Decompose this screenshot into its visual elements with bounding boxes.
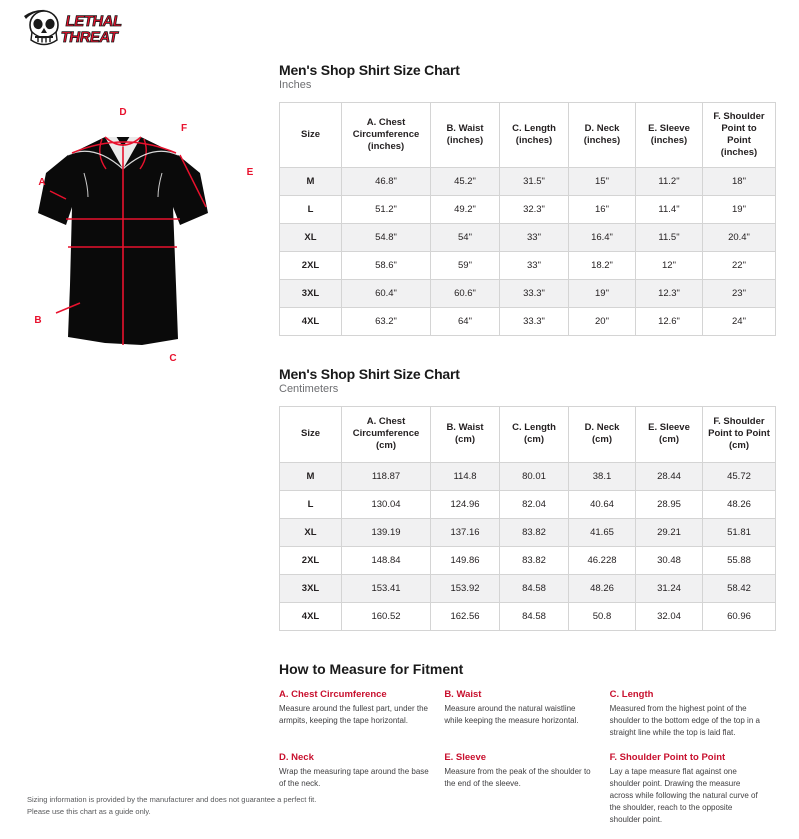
diagram-label-d: D [119,107,127,118]
cell-size: 3XL [280,279,342,307]
table-row [280,546,776,574]
cell-neck: 40.64 [569,490,636,518]
page-title-centimeters: Men's Shop Shirt Size Chart [279,365,460,382]
howto-item-waist [444,689,609,739]
cell-waist: 124.96 [431,490,500,518]
howto-head-chest: A. Chest Circumference [279,688,387,700]
table-row [280,518,776,546]
cell-waist: 64" [431,307,500,335]
cell-size: 4XL [280,602,342,630]
table-header-row [280,406,776,462]
column-header-shoulder: F. Shoulder Point to Point (inches) [703,103,776,168]
shirt-measurement-diagram [10,95,265,385]
column-header-waist: B. Waist (cm) [431,406,500,462]
cell-length: 80.01 [500,462,569,490]
cell-length: 84.58 [500,574,569,602]
cell-shoulder: 19" [703,195,776,223]
cell-shoulder: 51.81 [703,518,776,546]
howto-head-length: C. Length [609,688,654,700]
column-header-chest: A. Chest Circumference (inches) [342,103,431,168]
cell-size: XL [280,518,342,546]
howto-body-waist: Measure around the natural waistline while keeping the measure horizontal. [444,703,579,725]
diagram-label-c: C [169,353,177,364]
section-spacer [279,631,775,661]
section-spacer [279,336,775,366]
diagram-label-a: A [38,177,46,188]
howto-body-length: Measured from the highest point of the shoulder to the bottom edge of the top in a straight line while the top is laid flat. [609,703,760,737]
disclaimer-footer [27,794,316,818]
table-row [280,223,776,251]
cell-neck: 18.2" [569,251,636,279]
column-header-size: Size [280,406,342,462]
howto-body-chest: Measure around the fullest part, under the armpits, keeping the tape horizontal. [279,703,428,725]
cell-length: 33" [500,223,569,251]
cell-chest: 54.8" [342,223,431,251]
cell-chest: 130.04 [342,490,431,518]
cell-shoulder: 20.4" [703,223,776,251]
cell-sleeve: 28.95 [636,490,703,518]
cell-shoulder: 24" [703,307,776,335]
column-header-size: Size [280,103,342,168]
cell-shoulder: 18" [703,167,776,195]
cell-sleeve: 32.04 [636,602,703,630]
cell-neck: 16" [569,195,636,223]
table-row [280,195,776,223]
cell-sleeve: 31.24 [636,574,703,602]
cell-length: 83.82 [500,546,569,574]
cell-chest: 60.4" [342,279,431,307]
column-header-sleeve: E. Sleeve (cm) [636,406,703,462]
howto-body-sleeve: Measure from the peak of the shoulder to the end of the sleeve. [444,766,591,788]
cell-sleeve: 12" [636,251,703,279]
table-row [280,251,776,279]
size-table-centimeters [279,406,776,631]
cell-sleeve: 29.21 [636,518,703,546]
column-header-waist: B. Waist (inches) [431,103,500,168]
cell-size: 2XL [280,251,342,279]
cell-waist: 60.6" [431,279,500,307]
cell-length: 82.04 [500,490,569,518]
cell-chest: 118.87 [342,462,431,490]
unit-label-centimeters: Centimeters [279,382,339,395]
cell-neck: 38.1 [569,462,636,490]
table-row [280,490,776,518]
cell-sleeve: 28.44 [636,462,703,490]
cell-length: 31.5" [500,167,569,195]
table-row [280,574,776,602]
cell-length: 33.3" [500,279,569,307]
cell-neck: 19" [569,279,636,307]
cell-neck: 20" [569,307,636,335]
diagram-label-e: E [246,167,254,178]
table-row [280,462,776,490]
column-header-neck: D. Neck (inches) [569,103,636,168]
table-header-row [280,103,776,168]
cell-length: 33.3" [500,307,569,335]
size-chart-content [279,62,775,839]
cell-shoulder: 45.72 [703,462,776,490]
cell-chest: 153.41 [342,574,431,602]
cell-waist: 49.2" [431,195,500,223]
cell-chest: 58.6" [342,251,431,279]
column-header-sleeve: E. Sleeve (inches) [636,103,703,168]
size-table-inches [279,102,776,336]
brand-logo [22,8,152,52]
table-row [280,279,776,307]
cell-chest: 51.2" [342,195,431,223]
cell-chest: 160.52 [342,602,431,630]
diagram-label-f: F [180,123,188,134]
howto-title: How to Measure for Fitment [279,660,464,677]
cell-size: 4XL [280,307,342,335]
cell-waist: 149.86 [431,546,500,574]
cell-waist: 153.92 [431,574,500,602]
cell-waist: 114.8 [431,462,500,490]
column-header-shoulder: F. Shoulder Point to Point (cm) [703,406,776,462]
unit-label-inches: Inches [279,79,312,91]
cell-size: L [280,490,342,518]
cell-chest: 139.19 [342,518,431,546]
cell-neck: 16.4" [569,223,636,251]
cell-shoulder: 58.42 [703,574,776,602]
howto-body-neck: Wrap the measuring tape around the base of the neck. [279,766,429,788]
cell-length: 33" [500,251,569,279]
column-header-neck: D. Neck (cm) [569,406,636,462]
diagram-label-b: B [34,315,42,326]
cell-chest: 46.8" [342,167,431,195]
howto-head-waist: B. Waist [444,688,482,700]
cell-size: 2XL [280,546,342,574]
cell-waist: 45.2" [431,167,500,195]
cell-shoulder: 60.96 [703,602,776,630]
cell-size: 3XL [280,574,342,602]
howto-grid [279,689,775,839]
howto-item-shoulder [610,752,775,826]
cell-sleeve: 12.3" [636,279,703,307]
cell-sleeve: 30.48 [636,546,703,574]
cell-size: M [280,462,342,490]
howto-head-shoulder: F. Shoulder Point to Point [609,751,726,763]
cell-size: L [280,195,342,223]
cell-chest: 63.2" [342,307,431,335]
lethal-threat-logo-icon [22,8,152,52]
howto-head-sleeve: E. Sleeve [444,751,487,763]
page-title-inches: Men's Shop Shirt Size Chart [279,62,460,78]
cell-shoulder: 23" [703,279,776,307]
cell-length: 83.82 [500,518,569,546]
table-row [280,307,776,335]
cell-neck: 15" [569,167,636,195]
table-row [280,602,776,630]
shirt-diagram-svg [10,95,265,385]
cell-length: 32.3" [500,195,569,223]
cell-neck: 41.65 [569,518,636,546]
disclaimer-line-2: Please use this chart as a guide only. [27,807,151,816]
howto-body-shoulder: Lay a tape measure flat against one shoulder point. Drawing the measure across while following the natural curve of the shoulder, reach to the opposite shoulder point. [609,766,758,824]
howto-item-length [610,689,775,739]
cell-neck: 46.228 [569,546,636,574]
cell-sleeve: 11.2" [636,167,703,195]
cell-size: XL [280,223,342,251]
logo-text-threat: THREAT [59,29,119,46]
cell-chest: 148.84 [342,546,431,574]
cell-size: M [280,167,342,195]
cell-sleeve: 11.5" [636,223,703,251]
cell-shoulder: 55.88 [703,546,776,574]
cell-neck: 48.26 [569,574,636,602]
column-header-length: C. Length (inches) [500,103,569,168]
howto-item-sleeve [444,752,609,826]
cell-waist: 54" [431,223,500,251]
column-header-length: C. Length (cm) [500,406,569,462]
table-row [280,167,776,195]
cell-waist: 137.16 [431,518,500,546]
cell-shoulder: 22" [703,251,776,279]
disclaimer-line-1: Sizing information is provided by the manufacturer and does not guarantee a perfect fit. [27,795,317,804]
cell-waist: 59" [431,251,500,279]
column-header-chest: A. Chest Circumference (cm) [342,406,431,462]
cell-shoulder: 48.26 [703,490,776,518]
cell-waist: 162.56 [431,602,500,630]
cell-sleeve: 12.6" [636,307,703,335]
howto-item-chest [279,689,444,739]
cell-sleeve: 11.4" [636,195,703,223]
howto-head-neck: D. Neck [279,751,314,763]
cell-length: 84.58 [500,602,569,630]
cell-neck: 50.8 [569,602,636,630]
logo-text-lethal: LETHAL [64,13,124,30]
